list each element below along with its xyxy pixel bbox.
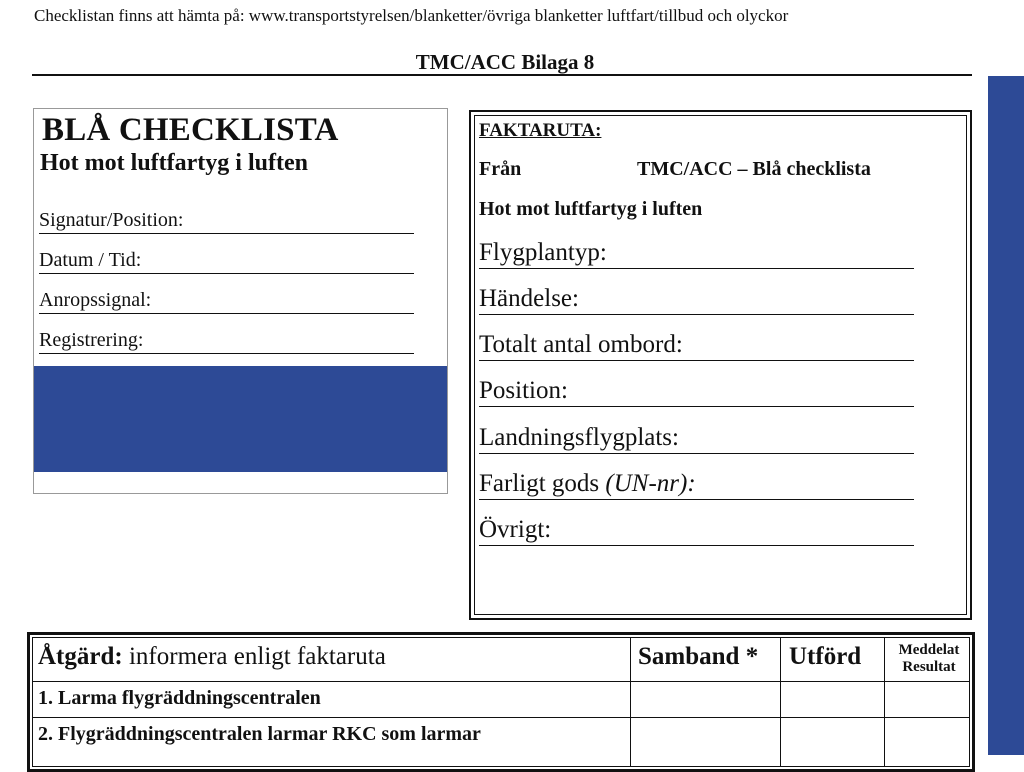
checklist-subtitle: Hot mot luftfartyg i luften — [40, 150, 308, 176]
registration-field[interactable]: Registrering: — [39, 329, 414, 354]
aircraft-type-field[interactable]: Flygplantyp: — [479, 240, 914, 269]
col-meddelat: Meddelat — [898, 642, 960, 658]
other-field[interactable]: Övrigt: — [479, 517, 914, 546]
appendix-title: TMC/ACC Bilaga 8 — [415, 50, 595, 74]
dangerous-goods-label: Farligt gods — [479, 470, 600, 497]
table-row-1: 1. Larma flygräddningscentralen — [38, 687, 321, 709]
source-line: Checklistan finns att hämta på: www.transportstyrelsen/blanketter/övriga blanketter luftfart/tillbud och olyckor — [34, 6, 789, 25]
fact-from-label: Från — [479, 158, 522, 180]
dangerous-goods-field[interactable] — [479, 471, 914, 500]
row-divider-2 — [32, 717, 970, 718]
blue-side-bar — [988, 76, 1024, 755]
position-field[interactable]: Position: — [479, 378, 914, 407]
total-onboard-field[interactable]: Totalt antal ombord: — [479, 332, 914, 361]
col-divider-3 — [884, 637, 885, 767]
checklist-title: BLÅ CHECKLISTA — [42, 112, 339, 148]
action-text: informera enligt faktaruta — [128, 643, 386, 670]
row-divider-1 — [32, 681, 970, 682]
fact-from-value: TMC/ACC – Blå checklista — [637, 158, 871, 180]
header-rule — [32, 74, 972, 76]
landing-airport-field[interactable]: Landningsflygplats: — [479, 425, 914, 454]
callsign-field[interactable]: Anropssignal: — [39, 289, 414, 314]
fact-box-title: FAKTARUTA: — [479, 120, 602, 141]
table-row-2: 2. Flygräddningscentralen larmar RKC som larmar — [38, 723, 481, 745]
col-meddelat-resultat — [888, 642, 970, 676]
col-utford: Utförd — [789, 643, 862, 670]
un-number-note: (UN-nr): — [605, 470, 696, 497]
action-label: Åtgärd: — [38, 643, 123, 670]
blue-band — [34, 366, 447, 472]
signature-field[interactable]: Signatur/Position: — [39, 209, 414, 234]
col-divider-2 — [780, 637, 781, 767]
action-header — [38, 643, 386, 671]
col-divider-1 — [630, 637, 631, 767]
col-resultat: Resultat — [902, 659, 956, 675]
fact-threat: Hot mot luftfartyg i luften — [479, 198, 703, 220]
col-samband: Samband * — [638, 643, 759, 670]
date-time-field[interactable]: Datum / Tid: — [39, 249, 414, 274]
event-field[interactable]: Händelse: — [479, 286, 914, 315]
